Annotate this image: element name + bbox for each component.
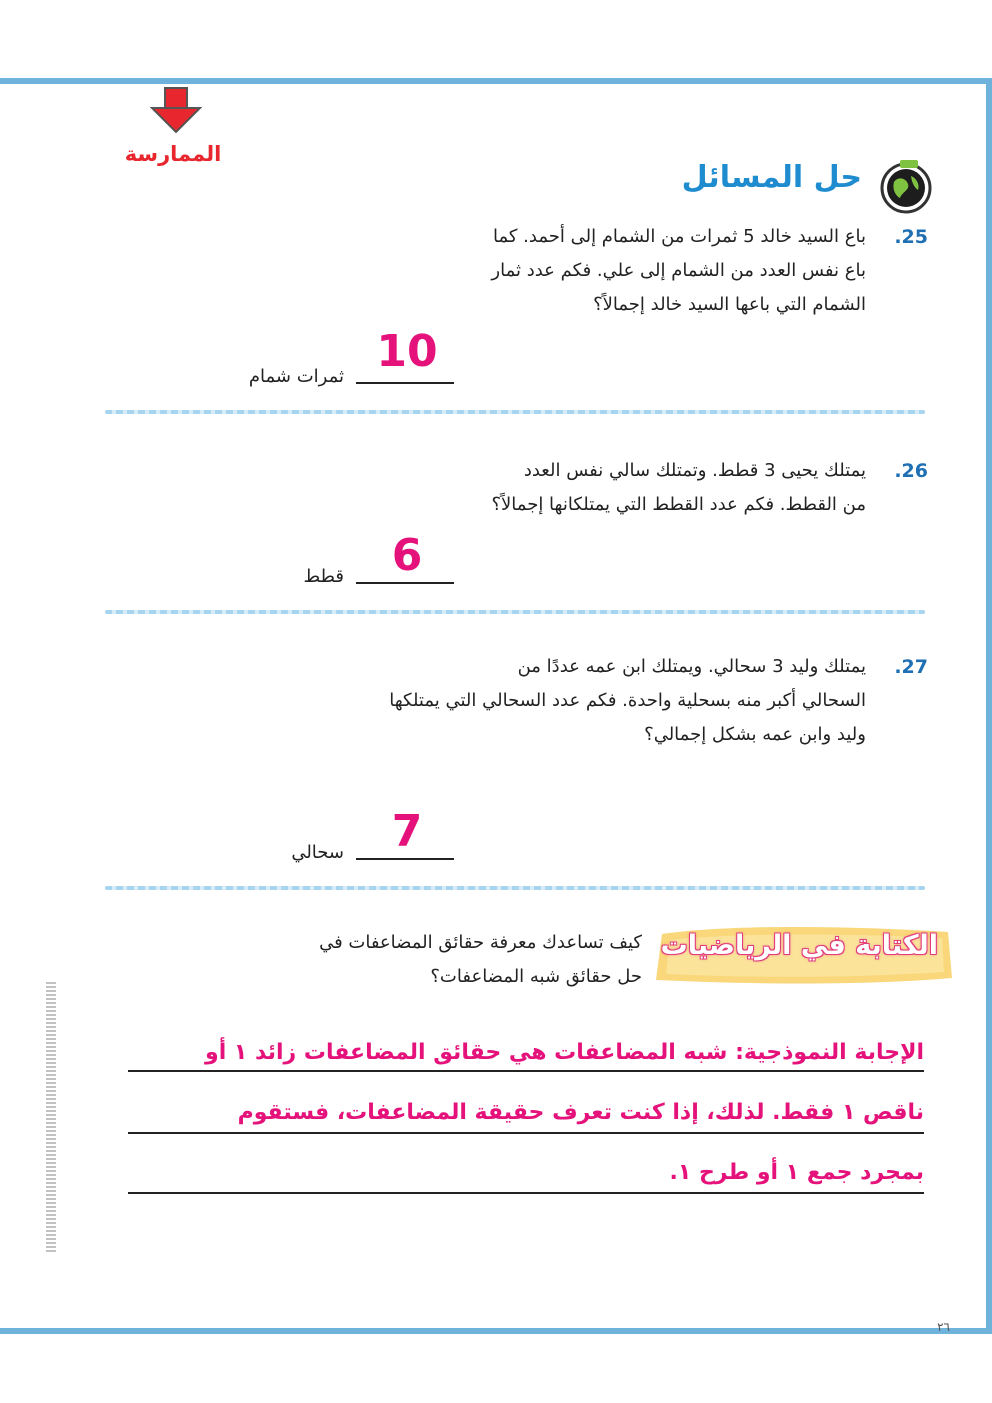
question-text (386, 220, 866, 322)
down-arrow-icon (150, 86, 202, 134)
question-line: من القطط. فكم عدد القطط التي يمتلكانها إجمالاً؟ (491, 494, 866, 515)
answer-value: 10 (376, 326, 438, 377)
question-number: .27 (894, 656, 928, 678)
page-number: ٢٦ (937, 1320, 950, 1334)
question-number: .25 (894, 226, 928, 248)
answer-line (356, 858, 454, 860)
writing-title: الكتابة في الرياضيات (660, 930, 938, 961)
question-line: باع نفس العدد من الشمام إلى علي. فكم عدد ثمار (491, 260, 866, 281)
answer-line (356, 382, 454, 384)
question-line: وليد وابن عمه بشكل إجمالي؟ (644, 724, 866, 745)
writing-line (128, 1132, 924, 1134)
answer-value: 6 (391, 530, 423, 581)
section-divider (105, 886, 925, 890)
model-answer-line: ناقص ١ فقط. لذلك، إذا كنت تعرف حقيقة المضاعفات، فستقوم (237, 1100, 924, 1125)
writing-question-line: كيف تساعدك معرفة حقائق المضاعفات في (319, 932, 642, 953)
answer-unit: سحالي (291, 842, 344, 863)
model-answer-line: الإجابة النموذجية: شبه المضاعفات هي حقائق المضاعفات زائد ١ أو (205, 1040, 924, 1065)
globe-icon (878, 158, 934, 214)
question-text (386, 454, 866, 522)
model-answer-line: بمجرد جمع ١ أو طرح ١. (669, 1160, 924, 1185)
question-number: .26 (894, 460, 928, 482)
section-divider (105, 410, 925, 414)
question-line: يمتلك وليد 3 سحالي. ويمتلك ابن عمه عددًا من (517, 656, 866, 677)
practice-label: الممارسة (124, 142, 222, 166)
section-title: حل المسائل (681, 160, 862, 195)
question-line: الشمام التي باعها السيد خالد إجمالاً؟ (593, 294, 866, 315)
section-divider (105, 610, 925, 614)
page-frame-top (0, 78, 992, 84)
writing-line (128, 1070, 924, 1072)
page-frame-right (986, 78, 992, 1334)
question-line: السحالي أكبر منه بسحلية واحدة. فكم عدد السحالي التي يمتلكها (389, 690, 866, 711)
writing-question-line: حل حقائق شبه المضاعفات؟ (430, 966, 642, 987)
writing-question (212, 926, 642, 994)
answer-unit: قطط (303, 566, 344, 587)
writing-line (128, 1192, 924, 1194)
question-line: يمتلك يحيى 3 قطط. وتمتلك سالي نفس العدد (523, 460, 866, 481)
copyright-side-note (46, 982, 56, 1252)
answer-unit: ثمرات شمام (248, 366, 344, 387)
question-text (266, 650, 866, 752)
question-line: باع السيد خالد 5 ثمرات من الشمام إلى أحمد. كما (492, 226, 866, 247)
answer-value: 7 (391, 806, 423, 857)
answer-line (356, 582, 454, 584)
